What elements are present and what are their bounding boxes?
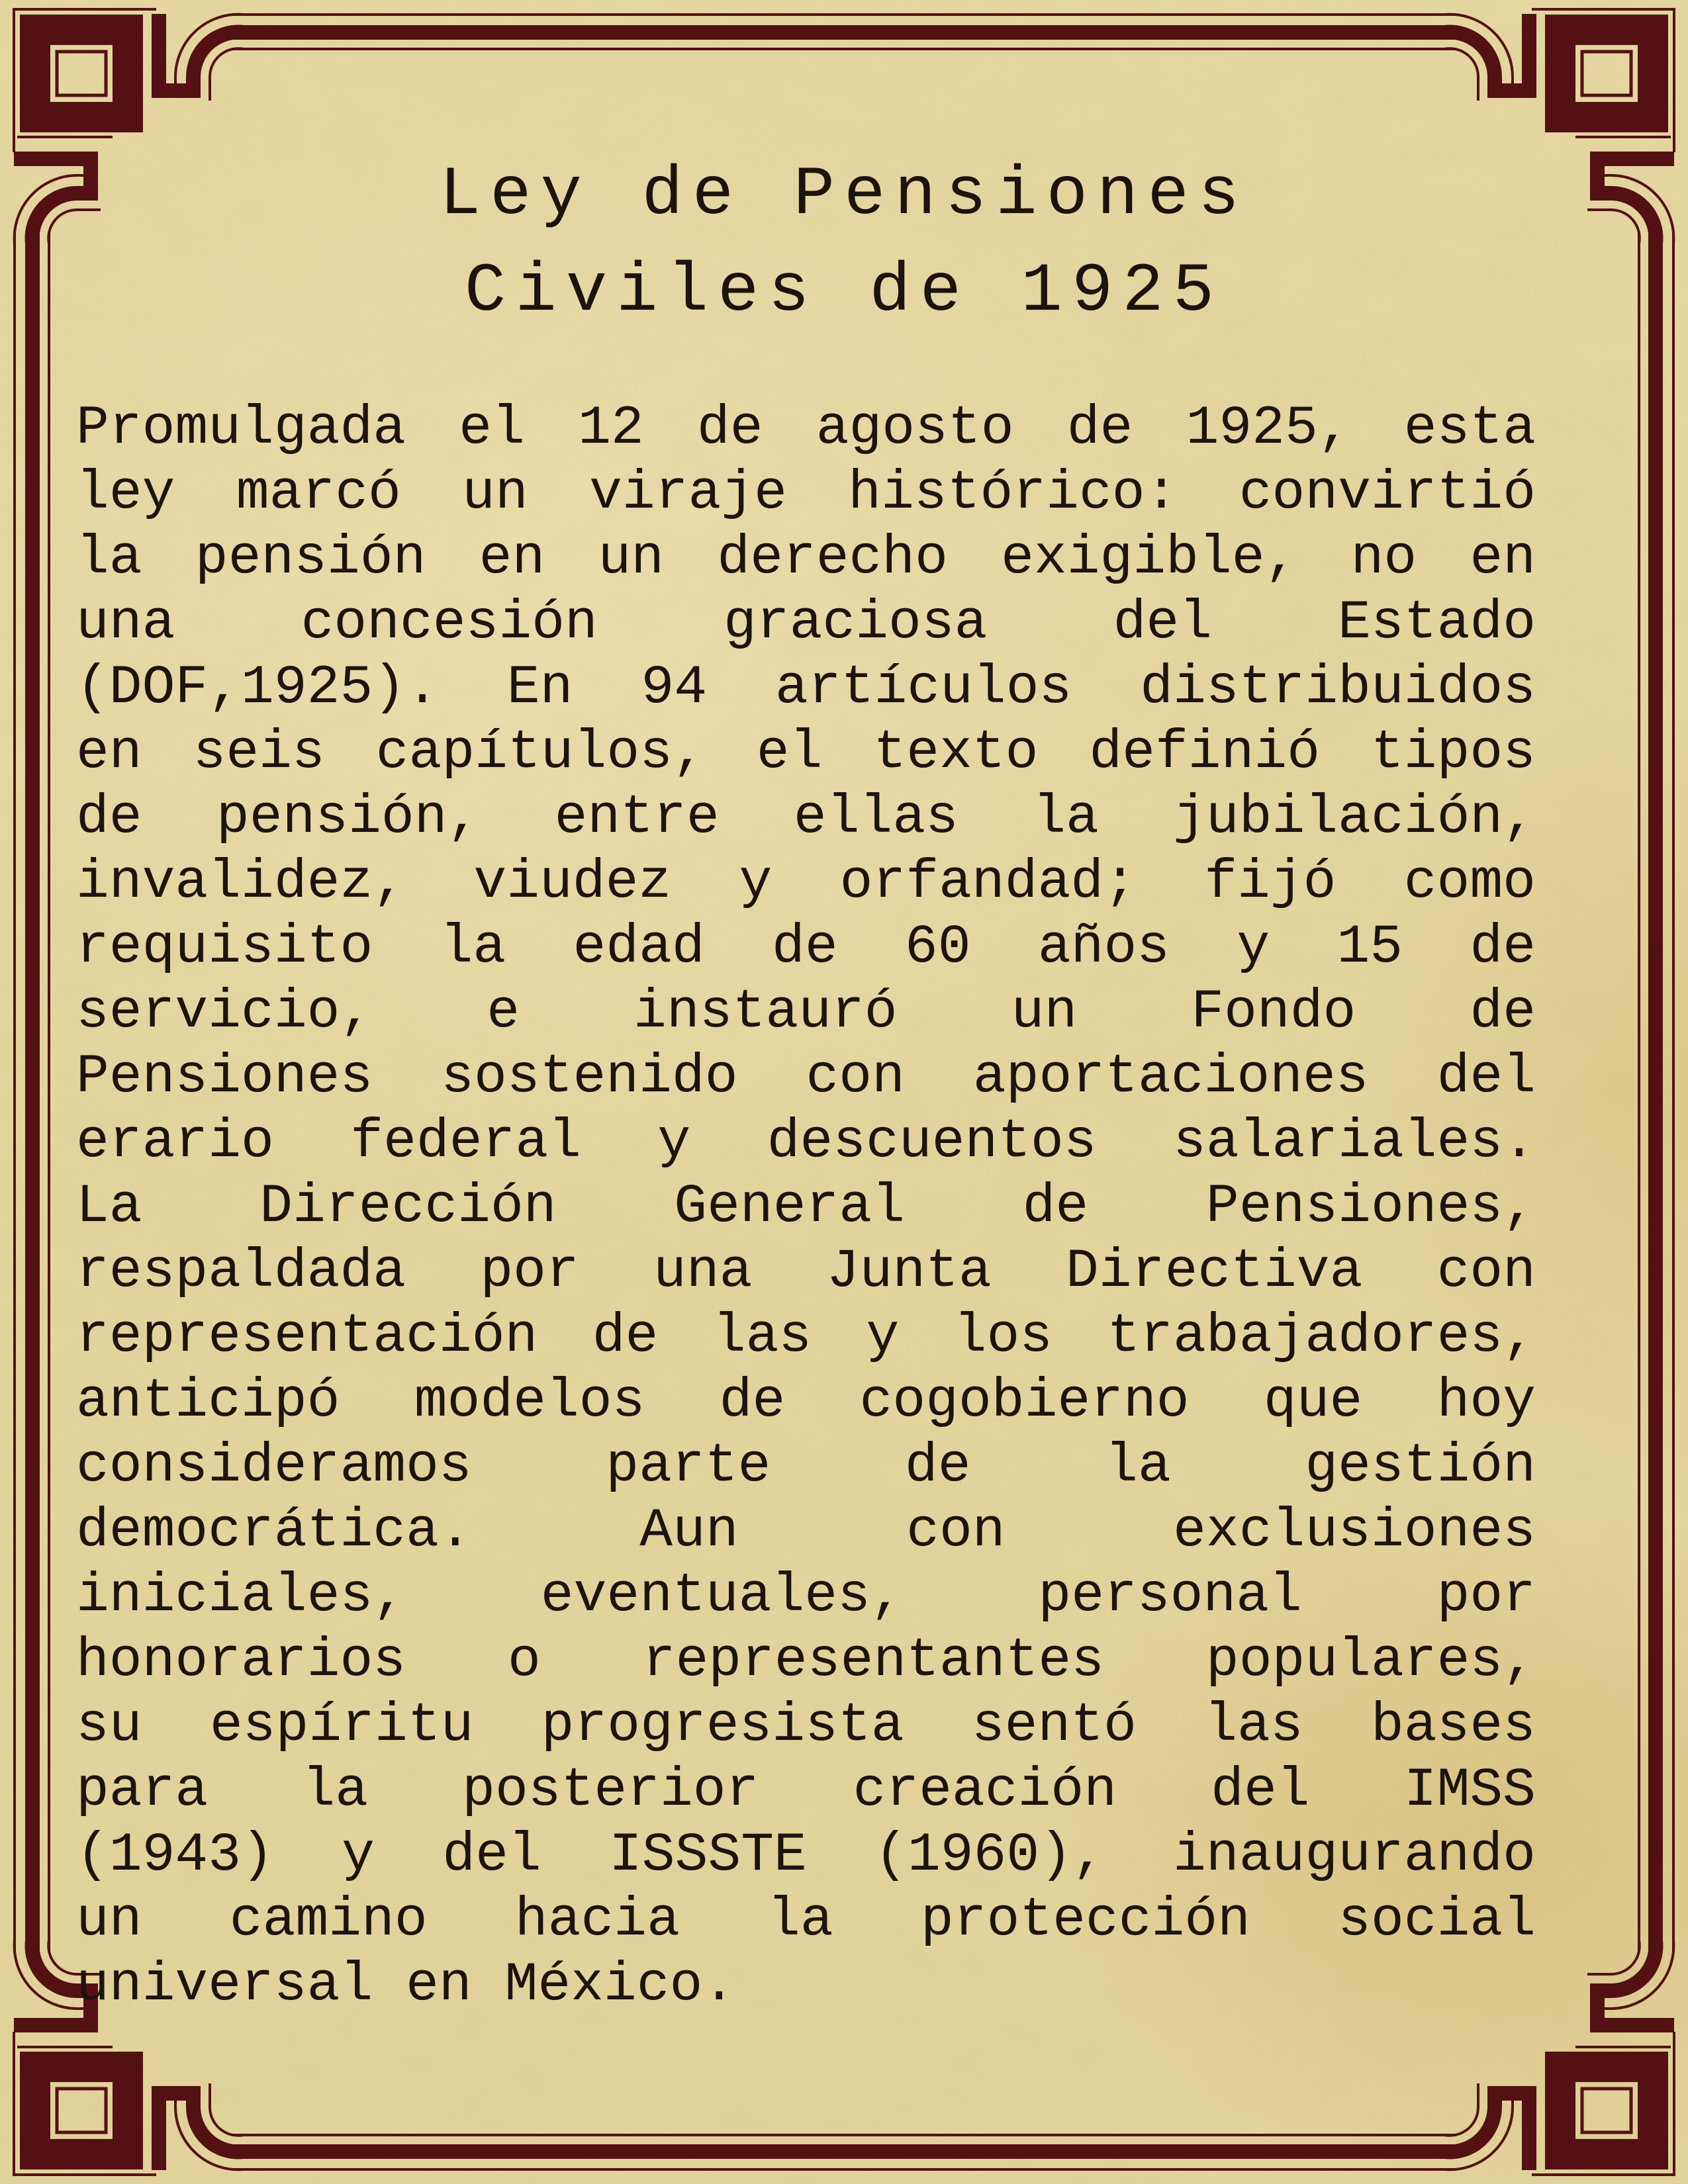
- paragraph-line: requisito la edad de 60 años y 15 de: [76, 916, 1536, 978]
- paragraph-line: para la posterior creación del IMSS: [76, 1759, 1536, 1821]
- title-line-1: Ley de Pensiones: [439, 156, 1249, 234]
- paragraph-line: invalidez, viudez y orfandad; fijó como: [76, 851, 1536, 913]
- paragraph-line: servicio, e instauró un Fondo de: [76, 981, 1536, 1043]
- paragraph-line: honorarios o representantes populares,: [76, 1629, 1536, 1692]
- paragraph-line: anticipó modelos de cogobierno que hoy: [76, 1370, 1536, 1432]
- paragraph-line: erario federal y descuentos salariales.: [76, 1111, 1536, 1173]
- paragraph-line: un camino hacia la protección social: [76, 1889, 1536, 1951]
- paragraph-line: consideramos parte de la gestión: [76, 1435, 1536, 1497]
- paragraph-line: (DOF,1925). En 94 artículos distribuidos: [76, 657, 1536, 719]
- paragraph-line: La Dirección General de Pensiones,: [76, 1175, 1536, 1238]
- paragraph-line: iniciales, eventuales, personal por: [76, 1565, 1536, 1627]
- paragraph-line: Pensiones sostenido con aportaciones del: [76, 1046, 1536, 1108]
- paragraph-line: representación de las y los trabajadores,: [76, 1305, 1536, 1367]
- document-paragraph: [76, 396, 1536, 2017]
- paragraph-line: la pensión en un derecho exigible, no en: [76, 527, 1536, 589]
- paragraph-line: una concesión graciosa del Estado: [76, 592, 1536, 654]
- paragraph-line: ley marcó un viraje histórico: convirtió: [76, 462, 1536, 524]
- title-line-2: Civiles de 1925: [464, 253, 1224, 331]
- paragraph-line: en seis capítulos, el texto definió tipos: [76, 721, 1536, 784]
- paragraph-line: (1943) y del ISSSTE (1960), inaugurando: [76, 1824, 1536, 1886]
- paragraph-line: de pensión, entre ellas la jubilación,: [76, 786, 1536, 848]
- paragraph-line: respaldada por una Junta Directiva con: [76, 1240, 1536, 1302]
- paragraph-line: universal en México.: [76, 1954, 736, 2016]
- paragraph-line: su espíritu progresista sentó las bases: [76, 1694, 1536, 1756]
- paragraph-line: Promulgada el 12 de agosto de 1925, esta: [76, 397, 1536, 459]
- paragraph-line: democrática. Aun con exclusiones: [76, 1500, 1536, 1562]
- page-title: [0, 147, 1688, 340]
